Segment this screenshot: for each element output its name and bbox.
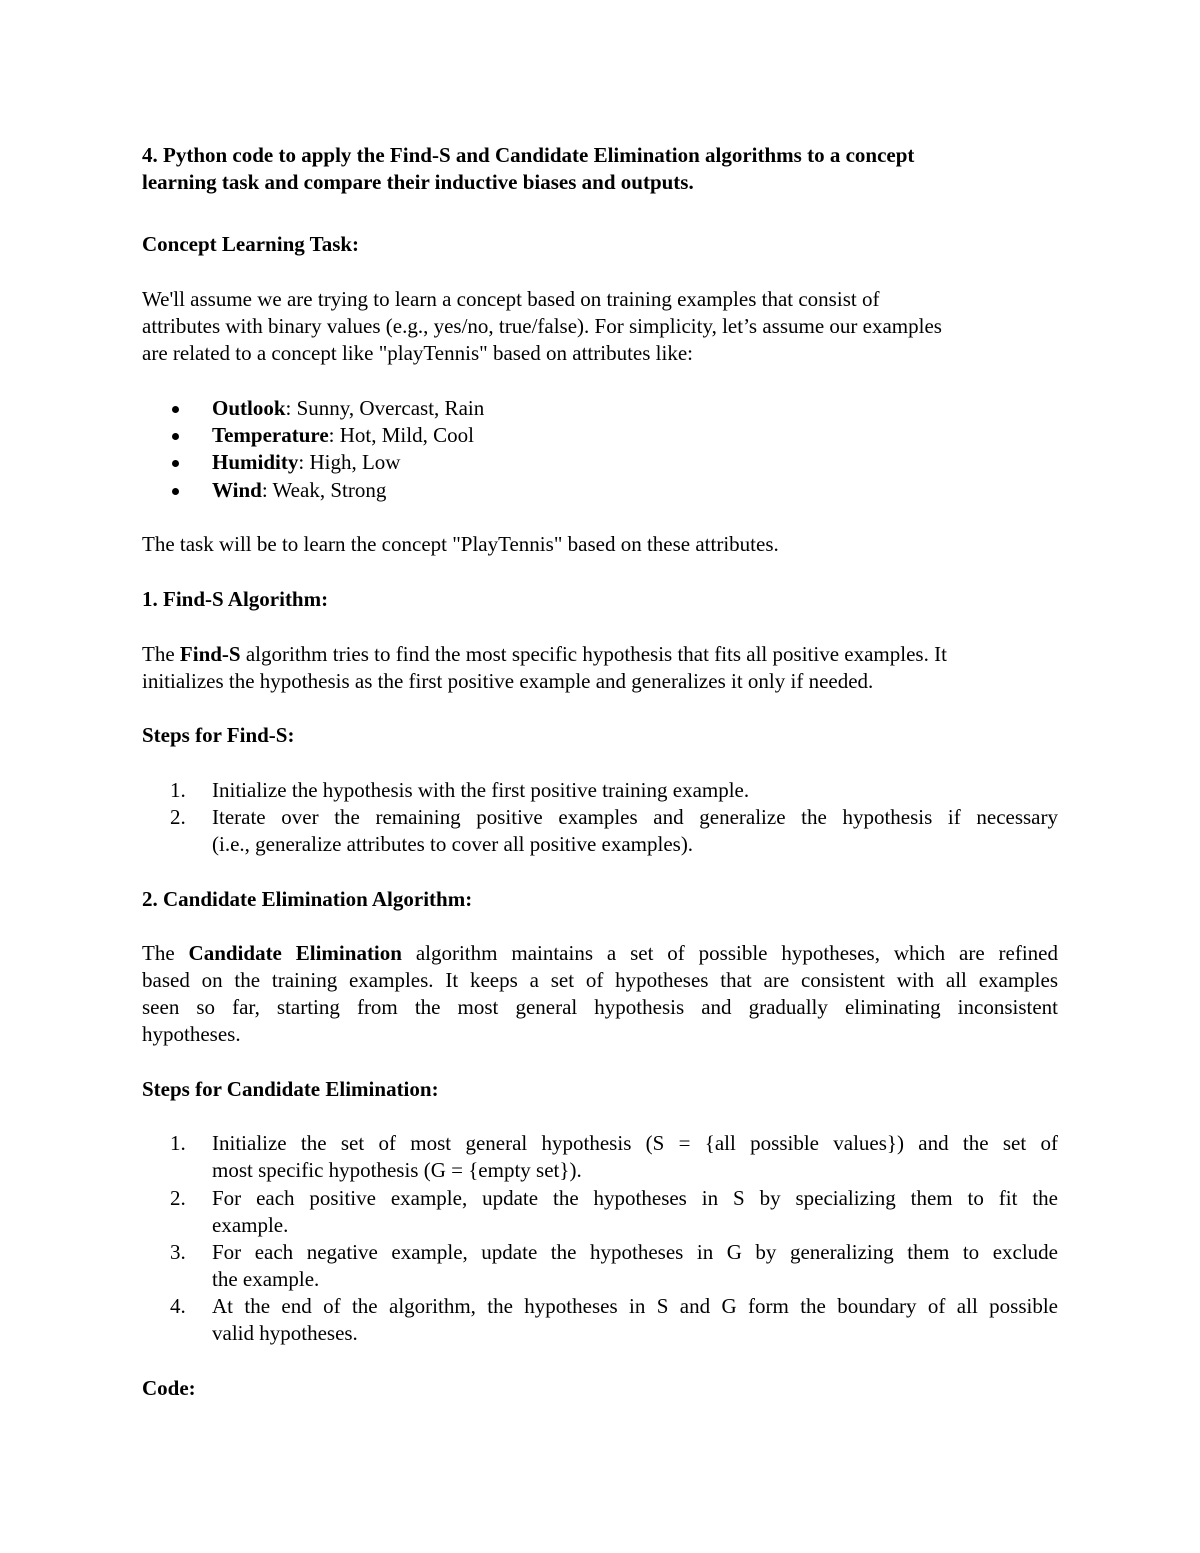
find-s-heading: 1. Find-S Algorithm: xyxy=(142,587,329,611)
concept-learning-heading: Concept Learning Task: xyxy=(142,232,360,256)
attribute-name: Temperature xyxy=(212,423,329,447)
candidate-desc-bold: Candidate Elimination xyxy=(188,941,402,965)
step-text-line-1: Initialize the hypothesis with the first positive training example. xyxy=(212,778,750,802)
attribute-name: Humidity xyxy=(212,450,299,474)
step-text-line-2: example. xyxy=(212,1213,289,1237)
bullet-icon xyxy=(172,488,179,495)
find-s-desc-bold: Find-S xyxy=(179,642,241,666)
section-title-line-2: learning task and compare their inductive biases and outputs. xyxy=(142,170,694,194)
candidate-desc-pre: The xyxy=(142,941,189,965)
candidate-heading: 2. Candidate Elimination Algorithm: xyxy=(142,887,473,911)
find-s-desc-pre: The xyxy=(142,642,180,666)
candidate-desc-rest: algorithm maintains a set of possible hypotheses, which are refined xyxy=(401,941,1058,965)
candidate-steps-heading: Steps for Candidate Elimination: xyxy=(142,1077,439,1101)
find-s-steps-heading: Steps for Find-S: xyxy=(142,723,295,747)
step-number: 1. xyxy=(170,1131,186,1155)
attribute-values: : Hot, Mild, Cool xyxy=(328,423,474,447)
find-s-desc-line-2: initializes the hypothesis as the first positive example and generalizes it only if needed. xyxy=(142,669,874,693)
step-text-line-2: most specific hypothesis (G = {empty set}). xyxy=(212,1158,582,1182)
step-number: 2. xyxy=(170,805,186,829)
candidate-desc-line-3: seen so far, starting from the most general hypothesis and gradually eliminating inconsistent xyxy=(142,995,1058,1019)
step-text-line-1: For each positive example, update the hypotheses in S by specializing them to fit the xyxy=(212,1186,1058,1210)
step-text-line-2: (i.e., generalize attributes to cover all positive examples). xyxy=(212,832,694,856)
code-heading: Code: xyxy=(142,1376,196,1400)
step-text-line-2: the example. xyxy=(212,1267,320,1291)
step-number: 1. xyxy=(170,778,186,802)
step-number: 3. xyxy=(170,1240,186,1264)
intro-line-1: We'll assume we are trying to learn a concept based on training examples that consist of xyxy=(142,287,880,311)
intro-line-3: are related to a concept like "playTennis" based on attributes like: xyxy=(142,341,693,365)
attribute-name: Wind xyxy=(212,478,262,502)
candidate-description xyxy=(142,940,1058,1048)
attribute-values: : Weak, Strong xyxy=(261,478,387,502)
step-number: 4. xyxy=(170,1294,186,1318)
attribute-values: : High, Low xyxy=(298,450,401,474)
step-text-line-1: For each negative example, update the hypotheses in G by generalizing them to exclude xyxy=(212,1240,1058,1264)
find-s-desc-rest: algorithm tries to find the most specific hypothesis that fits all positive examples. It xyxy=(240,642,947,666)
step-text-line-1: Initialize the set of most general hypothesis (S = {all possible values}) and the set of xyxy=(212,1131,1058,1155)
bullet-icon xyxy=(172,433,179,440)
step-text-line-2: valid hypotheses. xyxy=(212,1321,358,1345)
task-sentence: The task will be to learn the concept "PlayTennis" based on these attributes. xyxy=(142,532,779,556)
section-title-line-1: 4. Python code to apply the Find-S and Candidate Elimination algorithms to a concept xyxy=(142,143,915,167)
step-number: 2. xyxy=(170,1186,186,1210)
find-s-desc-line-1 xyxy=(142,641,947,668)
step-text-line-1: At the end of the algorithm, the hypotheses in S and G form the boundary of all possible xyxy=(212,1294,1058,1318)
candidate-desc-line-2: based on the training examples. It keeps a set of hypotheses that are consistent with all examples xyxy=(142,968,1058,992)
bullet-icon xyxy=(172,406,179,413)
candidate-desc-line-1 xyxy=(142,940,1058,967)
attribute-values: : Sunny, Overcast, Rain xyxy=(285,396,485,420)
intro-line-2: attributes with binary values (e.g., yes/no, true/false). For simplicity, let’s assume our examples xyxy=(142,314,942,338)
attribute-name: Outlook xyxy=(212,396,286,420)
candidate-desc-line-4: hypotheses. xyxy=(142,1022,241,1046)
step-text-line-1: Iterate over the remaining positive examples and generalize the hypothesis if necessary xyxy=(212,805,1058,829)
bullet-icon xyxy=(172,460,179,467)
